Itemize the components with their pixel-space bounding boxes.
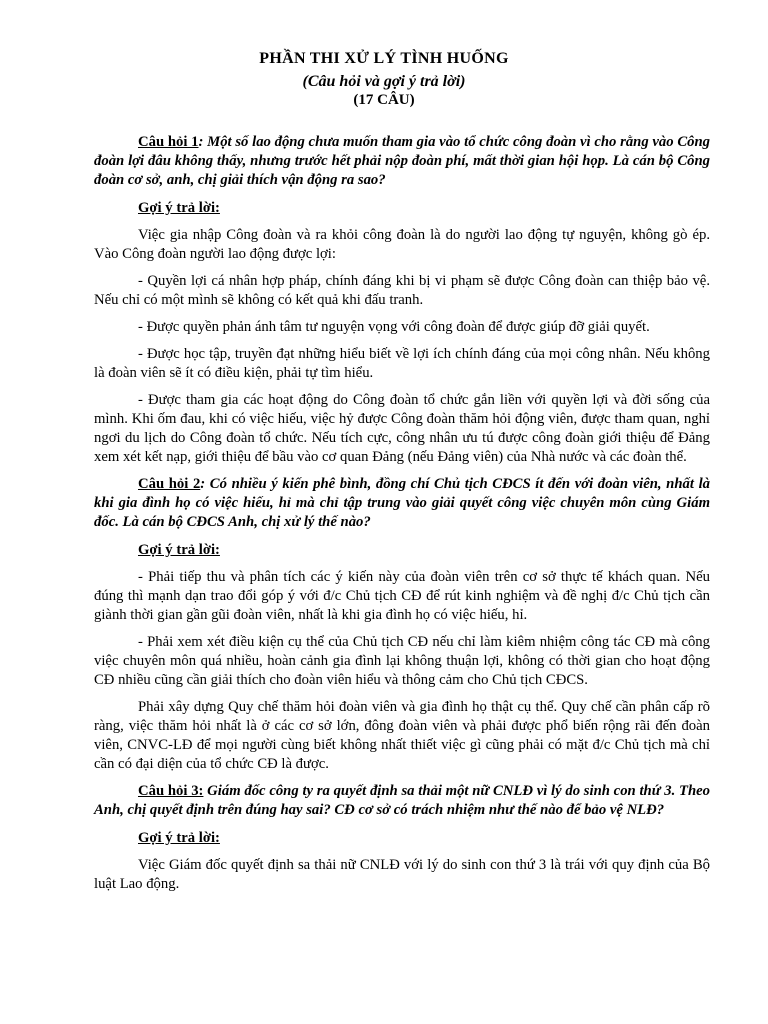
- answer-1-paragraph: - Được quyền phản ánh tâm tư nguyện vọng với công đoàn để được giúp đỡ giải quyết.: [138, 319, 650, 335]
- question-1-text: : Một số lao động chưa muốn tham gia vào tổ chức công đoàn vì cho rằng vào Công đoàn lợi đâu không thấy, nhưng trước hết phải nộp đoàn phí, mất thời gian hội họp. Là cán bộ Công đoàn cơ sở, anh, chị giải thích vận động ra sao?: [94, 134, 710, 188]
- question-2-label: Câu hỏi 2: [138, 476, 201, 492]
- answer-2-hint-label: Gợi ý trả lời:: [138, 542, 220, 558]
- answer-2-paragraph: - Phải tiếp thu và phân tích các ý kiến này của đoàn viên trên cơ sở thực tế khách quan. Nếu đúng thì mạnh dạn trao đổi góp ý với đ/c Chủ tịch CĐ để rút kinh nghiệm và đề nghị đ/c Chủ tịch cần giành thời gian gần gũi đoàn viên, nhất là khi gia đình họ có việc hiếu, hỉ.: [94, 569, 710, 623]
- answer-1-paragraph: - Quyền lợi cá nhân hợp pháp, chính đáng khi bị vi phạm sẽ được Công đoàn can thiệp bảo vệ. Nếu chỉ có một mình sẽ không có kết quả khi đấu tranh.: [94, 273, 710, 308]
- answer-1-paragraph: - Được học tập, truyền đạt những hiểu biết về lợi ích chính đáng của mọi công nhân. Nếu không là đoàn viên sẽ ít có điều kiện, phải tự tìm hiểu.: [94, 346, 710, 381]
- page-title: PHẦN THI XỬ LÝ TÌNH HUỐNG: [259, 50, 509, 67]
- question-2-text: : Có nhiều ý kiến phê bình, đồng chí Chủ tịch CĐCS ít đến với đoàn viên, nhất là khi gia đình họ có việc hiếu, hỉ mà chỉ tập trung vào giải quyết công việc chuyên môn cùng Giám đốc. Là cán bộ CĐCS Anh, chị xử lý thế nào?: [94, 476, 710, 530]
- answer-3-hint-label: Gợi ý trả lời:: [138, 830, 220, 846]
- question-2: [94, 475, 710, 532]
- page-subtitle: (Câu hỏi và gợi ý trả lời): [302, 73, 466, 90]
- answer-3-paragraph: Việc Giám đốc quyết định sa thải nữ CNLĐ với lý do sinh con thứ 3 là trái với quy định của Bộ luật Lao động.: [94, 857, 710, 892]
- question-3-text: Giám đốc công ty ra quyết định sa thải một nữ CNLĐ vì lý do sinh con thứ 3. Theo Anh, chị quyết định trên đúng hay sai? CĐ cơ sở có trách nhiệm như thế nào để bảo vệ NLĐ?: [94, 783, 710, 818]
- answer-1-hint-label: Gợi ý trả lời:: [138, 200, 220, 216]
- answer-2-paragraph: - Phải xem xét điều kiện cụ thể của Chủ tịch CĐ nếu chỉ làm kiêm nhiệm công tác CĐ mà công việc chuyên môn quá nhiều, hoàn cảnh gia đình lại không thuận lợi, không có thời gian cho hoạt động CĐ nhiều cũng cần giải thích cho đoàn viên hiểu và thông cảm cho Chủ tịch CĐCS.: [94, 634, 710, 688]
- answer-1-paragraph: - Được tham gia các hoạt động do Công đoàn tổ chức gắn liền với quyền lợi và đời sống của mình. Khi ốm đau, khi có việc hiếu, việc hỷ được Công đoàn thăm hỏi động viên, được tham quan, nghỉ ngơi du lịch do Công đoàn tổ chức. Nếu tích cực, công nhân ưu tú được công đoàn giới thiệu để Đảng xem xét kết nạp, giới thiệu để bầu vào cơ quan Đảng (nếu Đảng viên) của Nhà nước và các đoàn thể.: [94, 392, 710, 465]
- document-body: [94, 133, 710, 902]
- question-count: (17 CÂU): [353, 92, 415, 108]
- question-1: [94, 133, 710, 190]
- answer-1-paragraph: Việc gia nhập Công đoàn và ra khỏi công đoàn là do người lao động tự nguyện, không gò ép. Vào Công đoàn người lao động được lợi:: [94, 227, 710, 262]
- answer-2-paragraph: Phải xây dựng Quy chế thăm hỏi đoàn viên và gia đình họ thật cụ thể. Quy chế cần phân cấp rõ ràng, việc thăm hỏi nhất là ở các cơ sở lớn, đông đoàn viên và phải được phổ biến rộng rãi đến đoàn viên, CNVC-LĐ để mọi người cùng biết không nhất thiết việc gì cũng phải có mặt đ/c Chủ tịch mà chỉ cần có đại diện của tổ chức CĐ là được.: [94, 699, 710, 772]
- question-3-label: Câu hỏi 3:: [138, 783, 204, 799]
- question-3: [94, 782, 710, 820]
- question-1-label: Câu hỏi 1: [138, 134, 199, 150]
